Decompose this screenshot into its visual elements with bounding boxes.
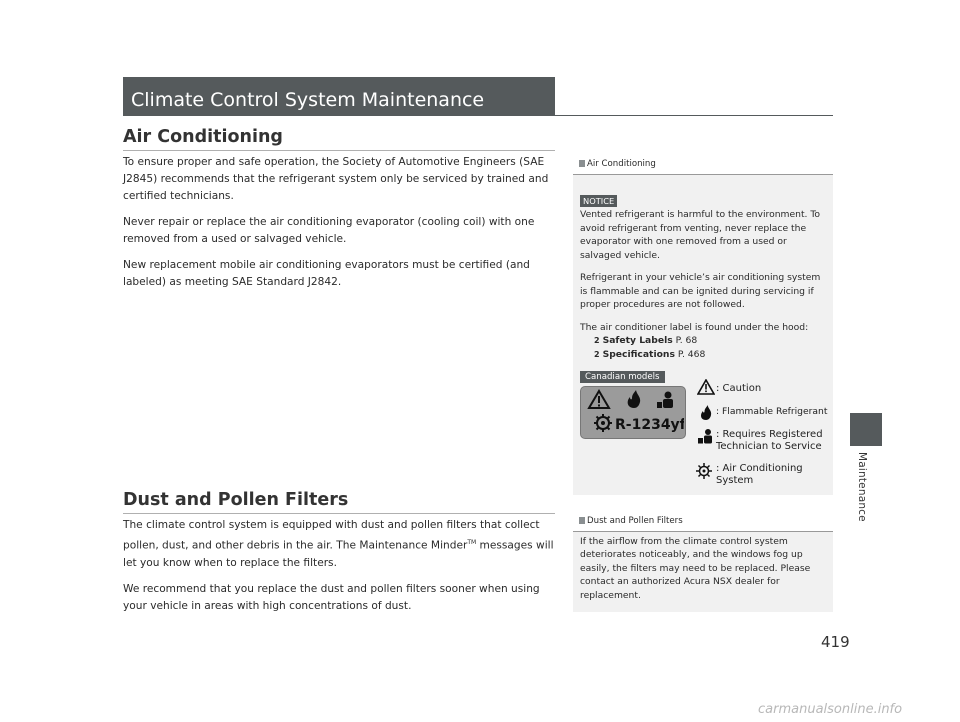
notice-text: Vented refrigerant is harmful to the environment. To avoid refrigerant from venting, never replace the evaporator with one removed from a used or salvaged vehicle. (580, 209, 821, 261)
filters-heading-rule (123, 513, 555, 514)
filters-sidebar-title (573, 512, 833, 532)
refrigerant-label-icons (581, 387, 684, 437)
legend-caution: : Caution (716, 383, 762, 394)
ac-paragraph: To ensure proper and safe operation, the Society of Automotive Engineers (SAE J2845) recommends that the refrigerant system only be serviced by trained and certified technicians. (123, 156, 549, 202)
page-number: 419 (821, 633, 850, 651)
flammable-text: Refrigerant in your vehicle’s air conditioning system is flammable and can be ignited during servicing if proper procedures are not followed. (580, 272, 821, 310)
legend-flammable: : Flammable Refrigerant (716, 406, 828, 417)
refrigerant-label-graphic (580, 386, 686, 439)
xref-page: P. 68 (675, 335, 698, 346)
xref-safety-labels[interactable] (580, 334, 826, 348)
legend-ac-system: : Air Conditioning System (716, 463, 803, 486)
legend-technician: : Requires Registered Technician to Service (716, 429, 823, 452)
filters-heading: Dust and Pollen Filters (123, 490, 349, 510)
xref-page: P. 468 (677, 348, 706, 360)
xref-specifications[interactable] (580, 348, 826, 362)
xref-label: Safety Labels (602, 335, 673, 346)
filters-sidebar-text: If the airflow from the climate control system deteriorates noticeably, and the windows fog up easily, the filters may need to be replaced. Please contact an authorized Acura NSX dealer for replacement. (580, 535, 811, 601)
section-banner (123, 77, 555, 116)
flame-icon (628, 390, 640, 408)
header-rule (555, 115, 833, 116)
ac-body (123, 154, 555, 300)
label-location-text: The air conditioner label is found under the hood: (580, 321, 809, 333)
canadian-models-badge: Canadian models (580, 371, 665, 383)
trademark: TM (467, 539, 477, 546)
ac-system-icon (695, 462, 713, 480)
caution-icon (589, 391, 609, 408)
filters-sidebar-title-text: Dust and Pollen Filters (587, 516, 683, 526)
page-title: Climate Control System Maintenance (131, 89, 485, 111)
ac-heading: Air Conditioning (123, 127, 283, 147)
refrigerant-code: R-1234yf (615, 417, 684, 433)
ac-paragraph: New replacement mobile air conditioning evaporators must be certified (and labeled) as meeting SAE Standard J2842. (123, 259, 530, 288)
ac-sidebar-title (573, 155, 833, 175)
xref-arrow-icon: 2 (594, 349, 600, 359)
caution-icon (697, 379, 715, 396)
filters-paragraph: We recommend that you replace the dust and pollen filters sooner when using your vehicle in areas with high concentrations of dust. (123, 582, 540, 612)
filters-text: messages will let you know when to replace the filters. (123, 539, 554, 569)
gear-icon (594, 414, 612, 432)
footer-watermark: carmanualsonline.info (758, 702, 903, 717)
chapter-tab[interactable] (850, 413, 882, 446)
ac-heading-rule (123, 150, 555, 151)
bookmark-icon (579, 160, 585, 167)
notice-badge: NOTICE (580, 195, 617, 207)
filters-body (123, 517, 555, 624)
technician-icon (657, 392, 673, 409)
ac-paragraph: Never repair or replace the air conditioning evaporator (cooling coil) with one removed from a used or salvaged vehicle. (123, 216, 535, 245)
flame-icon (699, 404, 713, 421)
bookmark-icon (579, 517, 585, 524)
chapter-tab-label: Maintenance (856, 452, 868, 522)
technician-icon (695, 428, 715, 445)
ac-sidebar-title-text: Air Conditioning (587, 159, 656, 169)
filters-text: The climate control system is equipped with dust and pollen filters that collect pollen, dust, and other debris in the air. The Maintenance Minder (123, 519, 540, 552)
xref-arrow-icon: 2 (594, 336, 600, 345)
xref-label: Specifications (602, 348, 675, 360)
filters-paragraph (123, 517, 555, 572)
filters-sidebar (573, 512, 833, 612)
